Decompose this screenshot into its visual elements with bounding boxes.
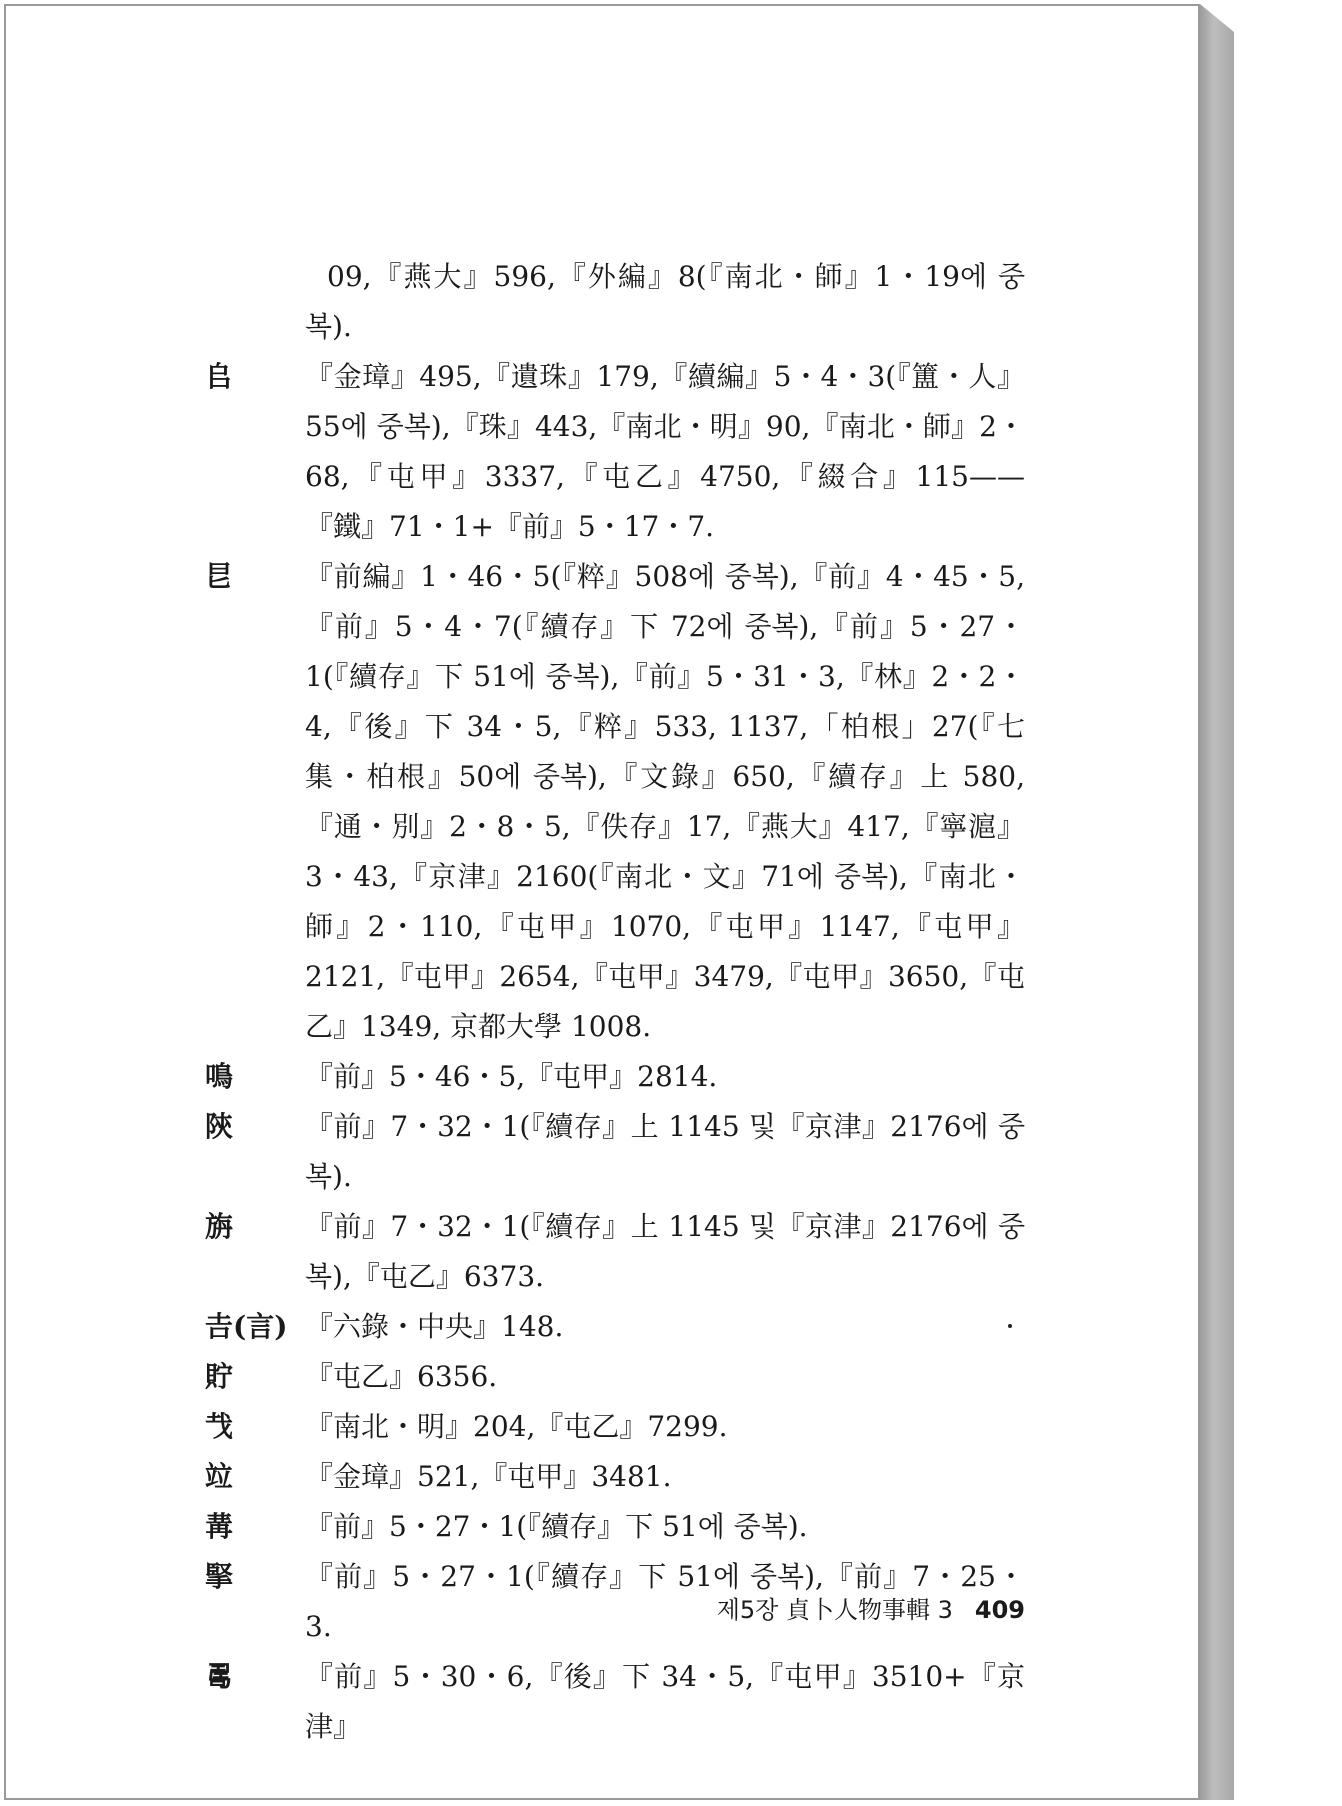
page-footer — [680, 1590, 1025, 1625]
entry-row — [205, 1502, 1025, 1552]
entry-head: 𠂤 — [205, 360, 234, 393]
entry-text: 『前』5・27・1(『續存』下 51에 중복). — [305, 1510, 808, 1543]
entry-text: 『前』7・32・1(『續存』上 1145 및『京津』2176에 중복),『屯乙』6373. — [305, 1210, 1025, 1293]
entry-head: 𢦏 — [205, 1410, 234, 1443]
entry-head: 旃 — [205, 1210, 234, 1243]
entry-row — [205, 1102, 1025, 1202]
entry-text: 『屯乙』6356. — [305, 1360, 498, 1393]
entry-text: 『前』5・46・5,『屯甲』2814. — [305, 1060, 718, 1093]
entry-text: 『前』5・27・1(『續存』下 51에 중복),『前』7・25・3. — [305, 1560, 1025, 1643]
page-number: 409 — [974, 1596, 1025, 1624]
entry-head: 竝 — [205, 1460, 234, 1493]
entry-list — [205, 352, 1025, 1752]
entry-head: 𠮷(言) — [205, 1310, 288, 1343]
entry-head: 冓 — [205, 1510, 234, 1543]
entry-head: 鳴 — [205, 1060, 234, 1093]
entry-head: 陝 — [205, 1110, 234, 1143]
entry-text: 『六錄・中央』148. — [305, 1310, 564, 1343]
entry-text: 『南北・明』204,『屯乙』7299. — [305, 1410, 728, 1443]
entry-text: 『金璋』495,『遺珠』179,『續編』5・4・3(『簠・人』55에 중복),『珠』443,『南北・明』90,『南北・師』2・68,『屯甲』3337,『屯乙』4750,『綴合』115——『鐵』71・1+『前』5・17・7. — [305, 360, 1025, 543]
continuation-text: 09,『燕大』596,『外編』8(『南北・師』1・19에 중복). — [305, 260, 1025, 343]
entry-text: 『前』7・32・1(『續存』上 1145 및『京津』2176에 중복). — [305, 1110, 1025, 1193]
entry-row — [205, 1052, 1025, 1102]
running-title: 제5장 貞卜人物事輯 3 — [716, 1596, 953, 1624]
entry-row — [205, 552, 1025, 1052]
print-speck — [1008, 1324, 1012, 1328]
continuation-line — [205, 252, 1025, 352]
entry-row — [205, 1652, 1025, 1752]
entry-head: 𠷎 — [205, 1660, 234, 1693]
text-block — [205, 252, 1025, 1752]
page-edge — [1200, 4, 1234, 1800]
entry-text: 『前編』1・46・5(『粹』508에 중복),『前』4・45・5,『前』5・4・7(『續存』下 72에 중복),『前』5・27・1(『續存』下 51에 중복),『前』5・31・3,『林』2・2・4,『後』下 34・5,『粹』533, 1137,「柏根」27(『七集・柏根』50에 중복),『文錄』650,『續存』上 580,『通・別』2・8・5,『佚存』17,『燕大』417,『寧滬』3・43,『京津』2160(『南北・文』71에 중복),『南北・師』2・110,『屯甲』1070,『屯甲』1147,『屯甲』2121,『屯甲』2654,『屯甲』3479,『屯甲』3650,『屯乙』1349, 京都大學 1008. — [305, 560, 1025, 1043]
entry-head: 㫐 — [205, 560, 234, 593]
entry-row — [205, 1352, 1025, 1402]
entry-text: 『金璋』521,『屯甲』3481. — [305, 1460, 672, 1493]
entry-row — [205, 1452, 1025, 1502]
entry-row — [205, 1202, 1025, 1302]
entry-row — [205, 352, 1025, 552]
entry-head: 貯 — [205, 1360, 234, 1393]
entry-text: 『前』5・30・6,『後』下 34・5,『屯甲』3510+『京津』 — [305, 1660, 1025, 1743]
entry-row — [205, 1302, 1025, 1352]
entry-head: 掔 — [205, 1560, 234, 1593]
entry-row — [205, 1402, 1025, 1452]
